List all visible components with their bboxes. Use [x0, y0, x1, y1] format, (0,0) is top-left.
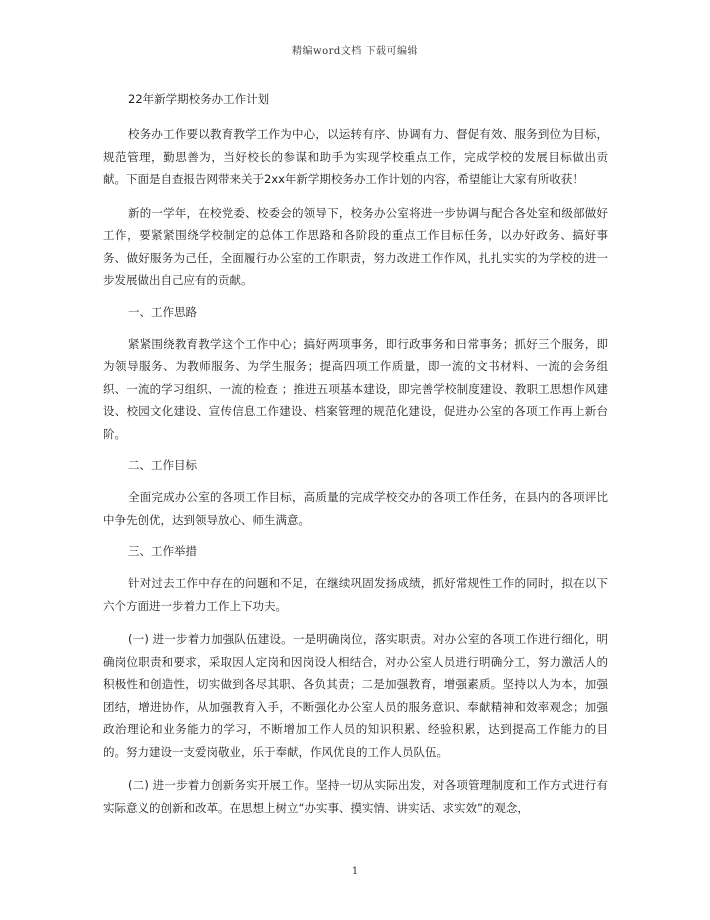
section-2-heading: 二、工作目标 [128, 458, 197, 472]
section-1-paragraph: 紧紧围绕教育教学这个工作中心；搞好两项事务，即行政事务和日常事务；抓好三个服务，即为领导服务、为教师服务、为学生服务；提高四项工作质量，即一流的文书材料、一流的会务组织、一流的学习组织、一流的检查 ；推进五项基本建设，即完善学校制度建设、教职工思想作风建设、校园文化建设、宣传信息工作建设、档案管理的规范化建设，促进办公室的各项工作再上新台阶。 [103, 336, 608, 441]
page-number: 1 [351, 866, 359, 877]
intro-paragraph-2: 新的一学年，在校党委、校委会的领导下，校务办公室将进一步协调与配合各处室和级部做好工作，要紧紧围绕学校制定的总体工作思路和各阶段的重点工作目标任务，以办好政务、搞好事务、做好服务为己任，全面履行办公室的工作职责，努力改进工作作风，扎扎实实的为学校的进一步发展做出自己应有的贡献。 [103, 205, 608, 287]
measure-1-paragraph: (一) 进一步着力加强队伍建设。一是明确岗位，落实职责。对办公室的各项工作进行细化，明确岗位职责和要求，采取因人定岗和因岗设人相结合，对办公室人员进行明确分工，努力激活人的积极性和创造性，切实做到各尽其职、各负其责；二是加强教育，增强素质。坚持以人为本，加强团结，增进协作，从加强教育入手，不断强化办公室人员的服务意识、奉献精神和效率观念；加强政治理论和业务能力的学习，不断增加工作人员的知识积累、经验积累，达到提高工作能力的目的。努力建设一支爱岗敬业，乐于奉献，作风优良的工作人员队伍。 [103, 632, 608, 759]
section-3-paragraph: 针对过去工作中存在的问题和不足，在继续巩固发扬成绩，抓好常规性工作的同时，拟在以下六个方面进一步着力工作上下功夫。 [103, 576, 608, 613]
section-2-paragraph: 全面完成办公室的各项工作目标，高质量的完成学校交办的各项工作任务，在县内的各项评比中争先创优，达到领导放心、师生满意。 [103, 490, 608, 527]
page-header: 精编word文档 下载可编辑 [292, 46, 418, 57]
intro-paragraph-1: 校务办工作要以教育教学工作为中心，以运转有序、协调有力、督促有效、服务到位为目标，规范管理，勤思善为，当好校长的参谋和助手为实现学校重点工作，完成学校的发展目标做出贡献。下面是自查报告网带来关于2xx年新学期校务办工作计划的内容，希望能让大家有所收获！ [103, 127, 608, 186]
section-1-heading: 一、工作思路 [128, 304, 197, 319]
document-title: 22年新学期校务办工作计划 [128, 92, 270, 106]
document-body [103, 90, 608, 830]
section-3-heading: 三、工作举措 [128, 544, 197, 558]
measure-2-paragraph: (二) 进一步着力创新务实开展工作。坚持一切从实际出发，对各项管理制度和工作方式进行有实际意义的创新和改革。在思想上树立“办实事、摸实情、讲实话、求实效”的观念， [103, 778, 608, 815]
